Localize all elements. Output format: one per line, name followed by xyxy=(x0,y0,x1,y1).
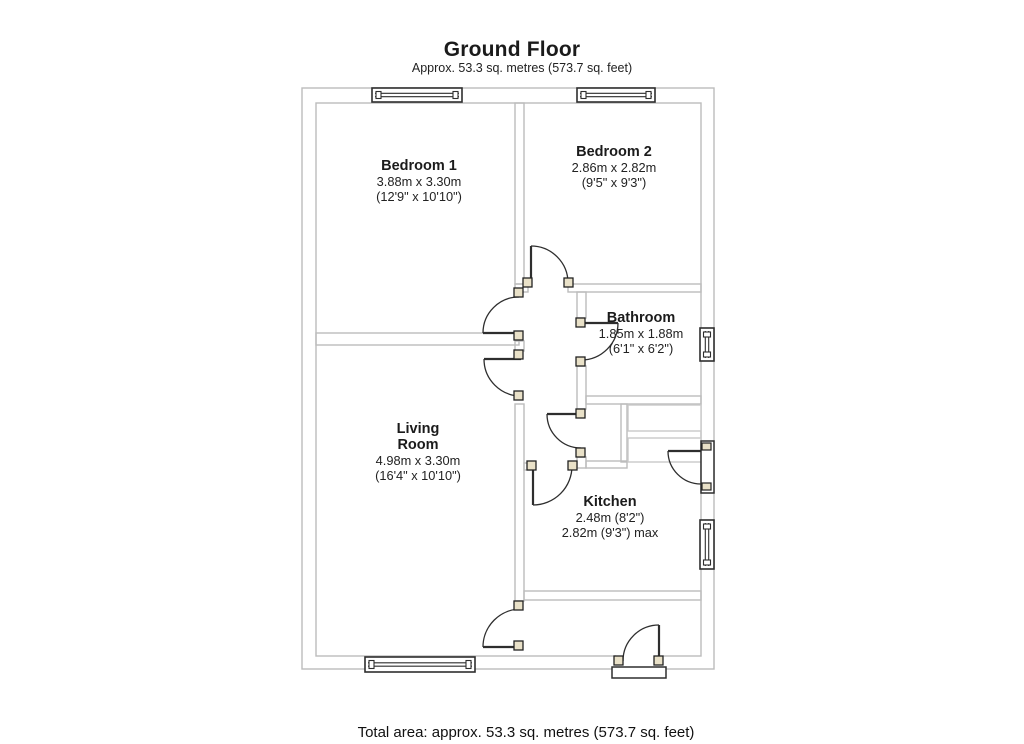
room-name: Bedroom 2 xyxy=(576,144,652,160)
room-name: Bedroom 1 xyxy=(381,158,457,174)
page-title: Ground Floor xyxy=(443,38,581,61)
door-post xyxy=(514,641,523,650)
door-swing-arc xyxy=(547,414,581,448)
door-post xyxy=(564,278,573,287)
room-dimensions-metric: 1.85m x 1.88m xyxy=(598,326,684,341)
wall xyxy=(524,591,701,600)
door-hinge-cap xyxy=(702,443,711,450)
window-end-cap xyxy=(369,661,374,669)
window-end-cap xyxy=(704,560,711,565)
room-dimensions-metric: 3.88m x 3.30m xyxy=(376,174,462,189)
room-name: Living xyxy=(396,421,440,437)
window-end-cap xyxy=(453,92,458,99)
door-post xyxy=(654,656,663,665)
door-post xyxy=(514,601,523,610)
wall xyxy=(621,404,627,462)
wall xyxy=(316,333,519,345)
room-dimensions-imperial: 2.82m (9'3") max xyxy=(561,525,659,540)
room-dimensions-imperial: (12'9" x 10'10") xyxy=(376,189,462,204)
window-icon xyxy=(372,88,462,102)
door-post xyxy=(514,331,523,340)
door-swing-arc xyxy=(483,297,519,333)
door-post xyxy=(514,288,523,297)
room-dimensions-metric: 2.86m x 2.82m xyxy=(571,160,657,175)
room-name: Bathroom xyxy=(606,310,676,326)
room-label-kitchen xyxy=(500,494,720,540)
total-area-text: Total area: approx. 53.3 sq. metres (573.7 sq. feet) xyxy=(357,724,695,741)
wall xyxy=(577,366,586,409)
window-end-cap xyxy=(376,92,381,99)
door-post xyxy=(614,656,623,665)
page-subtitle: Approx. 53.3 sq. metres (573.7 sq. feet) xyxy=(411,61,633,75)
room-label-bedroom-1 xyxy=(309,158,529,204)
door-post xyxy=(523,278,532,287)
room-label-living-room xyxy=(308,421,528,483)
window-icon xyxy=(365,657,475,672)
door-post xyxy=(514,350,523,359)
window-end-cap xyxy=(581,92,586,99)
room-dimensions-imperial: (9'5" x 9'3") xyxy=(581,175,647,190)
room-dimensions-metric: 2.48m (8'2") xyxy=(575,510,645,525)
door-post xyxy=(514,391,523,400)
door-post xyxy=(568,461,577,470)
wall xyxy=(577,457,586,468)
door-post xyxy=(576,409,585,418)
room-label-bedroom-2 xyxy=(504,144,724,190)
room-dimensions-imperial: (16'4" x 10'10") xyxy=(375,468,461,483)
window-end-cap xyxy=(466,661,471,669)
room-label-bathroom xyxy=(531,310,751,356)
wall xyxy=(586,396,701,404)
door-step xyxy=(612,667,666,678)
room-name: Kitchen xyxy=(583,494,637,510)
door-post xyxy=(576,357,585,366)
wall xyxy=(568,284,701,292)
room-name-line-2: Room xyxy=(397,437,439,453)
door-swing-arc xyxy=(531,246,568,283)
room-dimensions-metric: 4.98m x 3.30m xyxy=(375,453,461,468)
window-icon xyxy=(577,88,655,102)
door-post xyxy=(527,461,536,470)
window-end-cap xyxy=(646,92,651,99)
door-hinge-cap xyxy=(702,483,711,490)
room-dimensions-imperial: (6'1" x 6'2") xyxy=(608,341,674,356)
cupboard xyxy=(628,405,701,431)
door-post xyxy=(576,448,585,457)
